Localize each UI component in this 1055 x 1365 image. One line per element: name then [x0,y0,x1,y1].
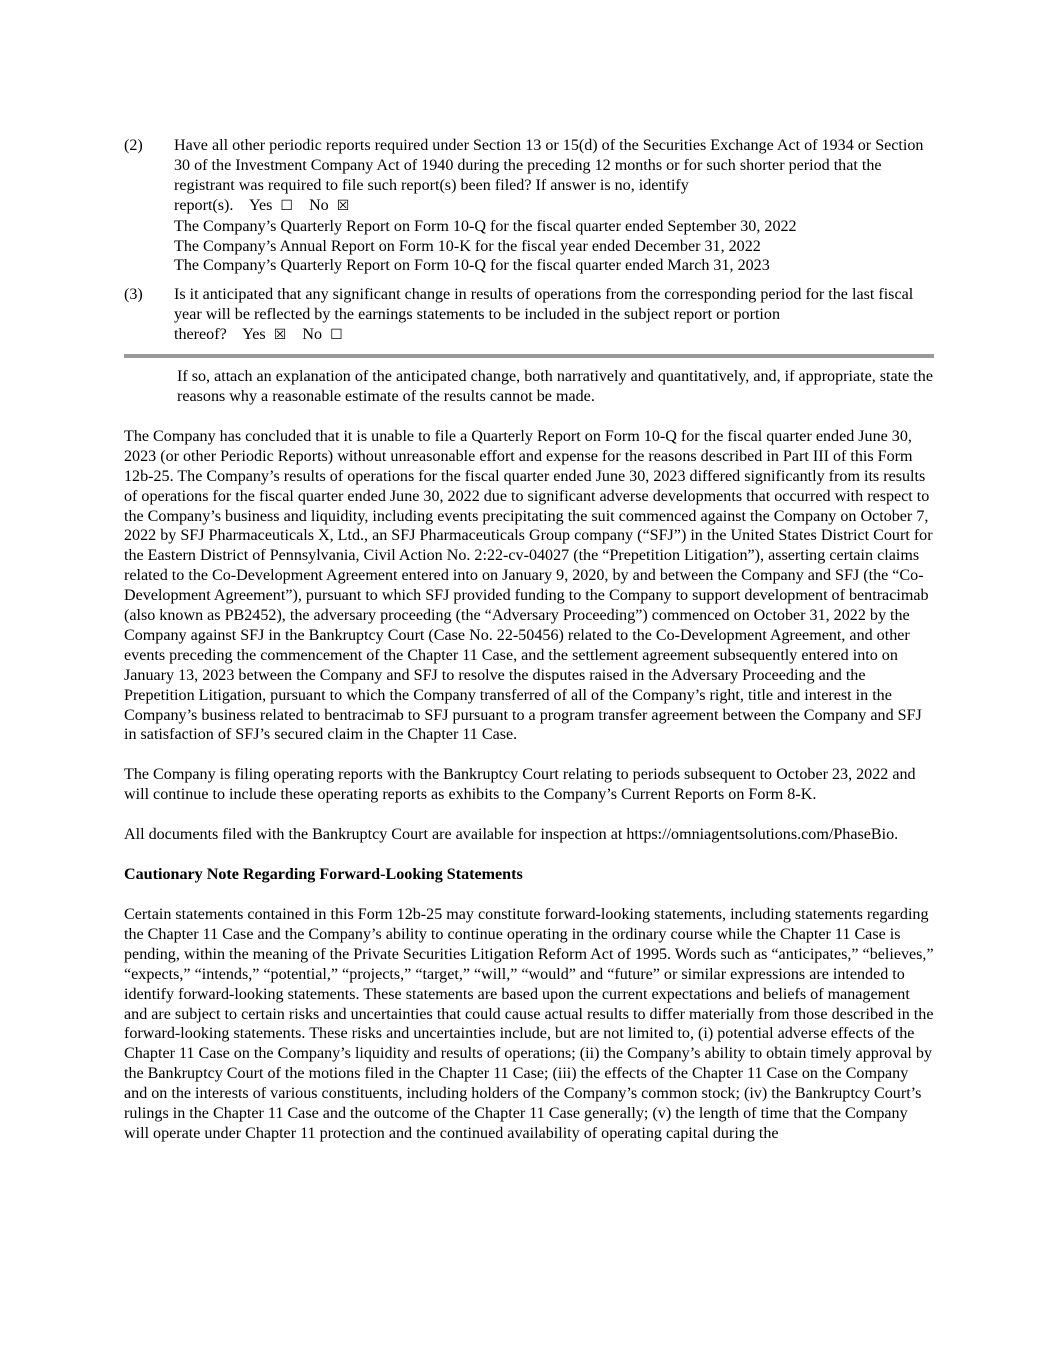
answer-lead: thereof? [174,326,227,344]
yes-checkbox[interactable]: ☐ [280,197,293,214]
instruction-text: If so, attach an explanation of the anticipated change, both narratively and quantitatively, and, if appropriate, state the reasons why a reasonable estimate of the results cannot be made. [177,368,933,405]
item-number: (2) [124,137,143,154]
item-number: (3) [124,286,143,304]
no-label: No [309,196,329,214]
no-label: No [302,326,323,344]
yes-label: Yes [248,196,273,214]
section-divider [124,354,934,358]
report-line: The Company’s Quarterly Report on Form 10-Q for the fiscal quarter ended March 31, 2023 [174,257,770,275]
report-line: The Company’s Quarterly Report on Form 10-Q for the fiscal quarter ended September 30, 2022 [174,217,797,235]
explanation-paragraph: The Company has concluded that it is unable to file a Quarterly Report on Form 10-Q for the fiscal quarter ended June 30, 2023 (or other Periodic Reports) without unreasonable effort and expense for the reasons described in Part III of this Form 12b-25. The Company’s results of operations for the fiscal quarter ended June 30, 2023 differed significantly from its results of operations for the fiscal quarter ended June 30, 2022 due to significant adverse developments that occurred with respect to the Company’s business and liquidity, including events precipitating the suit commenced against the Company on October 7, 2022 by SFJ Pharmaceuticals X, Ltd., an SFJ Pharmaceuticals Group company (“SFJ”) in the United States District Court for the Eastern District of Pennsylvania, Civil Action No. 2:22-cv-04027 (the “Prepetition Litigation”), asserting certain claims related to the Co-Development Agreement entered into on January 9, 2020, by and between the Company and SFJ (the “Co-Development Agreement”), pursuant to which SFJ provided funding to the Company to support development of bentracimab (also known as PB2452), the adversary proceeding (the “Adversary Proceeding”) commenced on October 31, 2022 by the Company against SFJ in the Bankruptcy Court (Case No. 22-50456) related to the Co-Development Agreement, and other events preceding the commencement of the Chapter 11 Case, and the settlement agreement subsequently entered into on January 13, 2023 between the Company and SFJ to resolve the disputes raised in the Adversary Proceeding and the Prepetition Litigation, pursuant to which the Company transferred of all of the Company’s right, title and interest in the Company’s business related to bentracimab to SFJ pursuant to a program transfer agreement between the Company and SFJ in satisfaction of SFJ’s secured claim in the Chapter 11 Case. [124,427,933,744]
answer-lead: report(s). [174,196,234,214]
cautionary-paragraph: Certain statements contained in this Form 12b-25 may constitute forward-looking statements, including statements regarding the Chapter 11 Case and the Company’s ability to continue operating in the ordinary course while the Chapter 11 Case is pending, within the meaning of the Private Securities Litigation Reform Act of 1995. Words such as “anticipates,” “believes,” “expects,” “intends,” “potential,” “projects,” “target,” “will,” “would” and “future” or similar expressions are intended to identify forward-looking statements. These statements are based upon the current expectations and beliefs of management and are subject to certain risks and uncertainties that could cause actual results to differ materially from those described in the forward-looking statements. These risks and uncertainties include, but are not limited to, (i) potential adverse effects of the Chapter 11 Case on the Company’s liquidity and results of operations; (ii) the Company’s ability to obtain timely approval by the Bankruptcy Court of the motions filed in the Chapter 11 Case; (iii) the effects of the Chapter 11 Case on the Company and on the interests of various constituents, including holders of the Company’s common stock; (iv) the Bankruptcy Court’s rulings in the Chapter 11 Case and the outcome of the Chapter 11 Case generally; (v) the length of time that the Company will operate under Chapter 11 protection and the continued availability of operating capital during the [124,906,934,1142]
document-page [124,136,934,1144]
item-body [174,136,934,276]
answer-line [174,196,934,217]
question-text: Have all other periodic reports required under Section 13 or 15(d) of the Securities Exchange Act of 1934 or Section 30 of the Investment Company Act of 1940 during the preceding 12 months or for such shorter period that the registrant was required to file such report(s) been filed? If answer is no, identify [174,137,924,194]
item-body [174,285,934,346]
answer-line [174,325,934,346]
documents-availability-paragraph: All documents filed with the Bankruptcy Court are available for inspection at https://omniagentsolutions.com/PhaseBio. [124,826,899,844]
operating-reports-paragraph: The Company is filing operating reports with the Bankruptcy Court relating to periods subsequent to October 23, 2022 and will continue to include these operating reports as exhibits to the Company’s Current Reports on Form 8-K. [124,766,916,804]
yes-label: Yes [242,326,266,344]
no-checkbox[interactable]: ☒ [336,197,350,214]
cautionary-heading: Cautionary Note Regarding Forward-Looking Statements [124,866,523,884]
no-checkbox[interactable]: ☐ [330,327,343,344]
report-line: The Company’s Annual Report on Form 10-K for the fiscal year ended December 31, 2022 [174,237,761,255]
question-item-2 [124,136,934,276]
question-text: Is it anticipated that any significant change in results of operations from the corresponding period for the last fiscal year will be reflected by the earnings statements to be included in the subject report or portion [174,286,914,324]
yes-checkbox[interactable]: ☒ [273,327,287,344]
question-item-3 [124,285,934,346]
